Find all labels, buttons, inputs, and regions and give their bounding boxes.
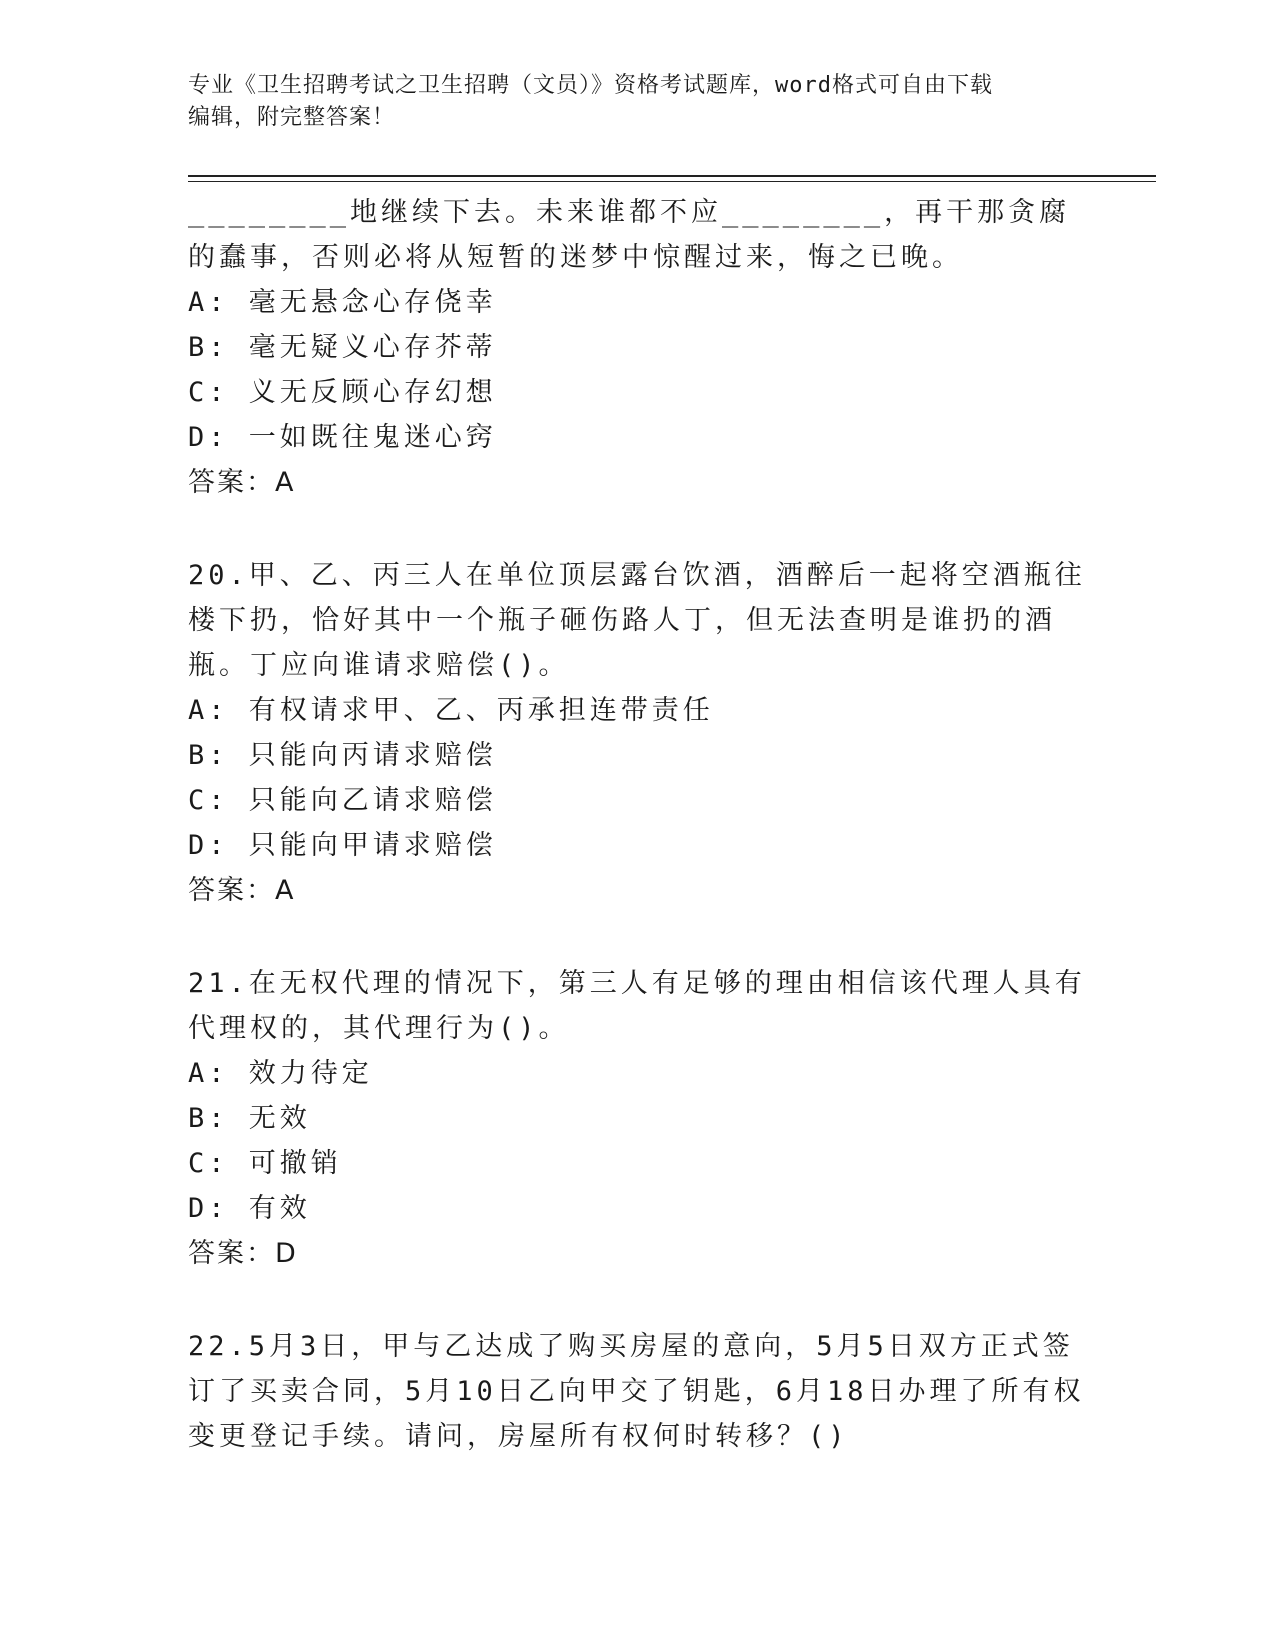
- option-b: B: 毫无疑义心存芥蒂: [188, 332, 497, 363]
- answer-label: 答案：D: [188, 1238, 298, 1269]
- question-text: 20.甲、乙、丙三人在单位顶层露台饮酒，酒醉后一起将空酒瓶往楼下扔，恰好其中一个瓶子砸伤路人丁，但无法查明是谁扔的酒瓶。丁应向谁请求赔偿()。: [188, 560, 1086, 681]
- question-text: 21.在无权代理的情况下，第三人有足够的理由相信该代理人具有代理权的，其代理行为()。: [188, 968, 1086, 1044]
- option-d: D: 一如既往鬼迷心窍: [188, 422, 497, 453]
- question-text: 22.5月3日，甲与乙达成了购买房屋的意向，5月5日双方正式签订了买卖合同，5月10日乙向甲交了钥匙，6月18日办理了所有权变更登记手续。请问，房屋所有权何时转移？(): [188, 1331, 1085, 1452]
- question-list: [188, 190, 1088, 1507]
- question-item: [188, 961, 1088, 1276]
- document-header: [188, 70, 1088, 134]
- header-title-line1: 专业《卫生招聘考试之卫生招聘（文员）》资格考试题库，word格式可自由下载: [188, 73, 993, 98]
- option-a: A: 效力待定: [188, 1058, 373, 1089]
- answer-label: 答案：A: [188, 467, 296, 498]
- option-b: B: 无效: [188, 1103, 311, 1134]
- option-a: A: 有权请求甲、乙、丙承担连带责任: [188, 695, 714, 726]
- option-c: C: 可撤销: [188, 1148, 342, 1179]
- question-item: [188, 190, 1088, 505]
- question-item: [188, 1324, 1088, 1459]
- question-text: ________地继续下去。未来谁都不应________，再干那贪腐的蠢事，否则必将从短暂的迷梦中惊醒过来，悔之已晚。: [188, 197, 1071, 273]
- option-b: B: 只能向丙请求赔偿: [188, 740, 497, 771]
- option-d: D: 只能向甲请求赔偿: [188, 830, 497, 861]
- answer-label: 答案：A: [188, 875, 296, 906]
- header-title-line2: 编辑，附完整答案！: [188, 105, 396, 130]
- option-c: C: 只能向乙请求赔偿: [188, 785, 497, 816]
- option-d: D: 有效: [188, 1193, 311, 1224]
- header-rule-thick: [188, 175, 1156, 177]
- question-item: [188, 553, 1088, 913]
- option-c: C: 义无反顾心存幻想: [188, 377, 497, 408]
- option-a: A: 毫无悬念心存侥幸: [188, 287, 497, 318]
- header-rule-thin: [188, 181, 1156, 182]
